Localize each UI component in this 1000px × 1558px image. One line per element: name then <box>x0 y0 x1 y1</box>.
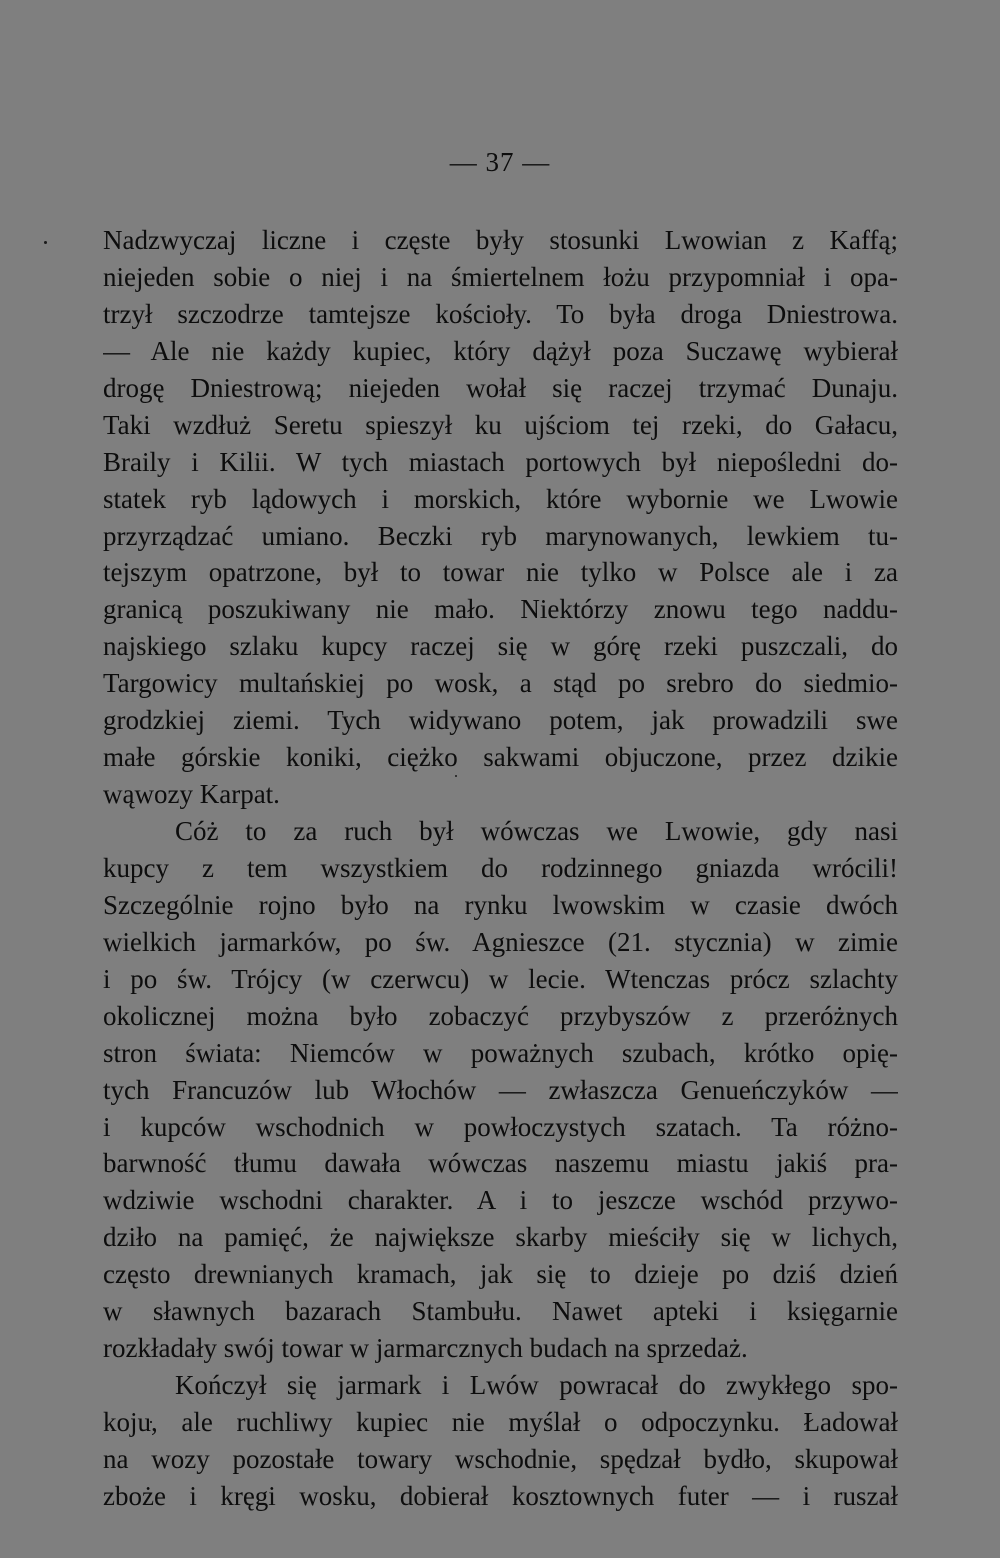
text-line: Taki wzdłuż Seretu spieszył ku ujściom tej rzeki, do Gałacu, <box>103 409 898 440</box>
text-line: kupcy z tem wszystkiem do rodzinnego gniazda wrócili! <box>103 852 898 883</box>
text-line: barwność tłumu dawała wówczas naszemu miastu jakiś pra- <box>103 1148 898 1179</box>
text-line: najskiego szlaku kupcy raczej się w górę rzeki puszczali, do <box>103 631 898 662</box>
text-line: przyrządzać umiano. Beczki ryb marynowanych, lewkiem tu- <box>103 520 898 551</box>
text-line: w sławnych bazarach Stambułu. Nawet apteki i księgarnie <box>103 1296 898 1327</box>
text-line: i po św. Trójcy (w czerwcu) w lecie. Wtenczas prócz szlachty <box>103 963 898 994</box>
text-line: granicą poszukiwany nie mało. Niektórzy znowu tego naddu- <box>103 594 898 625</box>
text-line: i kupców wschodnich w powłoczystych szatach. Ta różno- <box>103 1111 898 1142</box>
text-line: Szczególnie rojno było na rynku lwowskim w czasie dwóch <box>103 889 898 920</box>
text-line: niejeden sobie o niej i na śmiertelnem łożu przypomniał i opa- <box>103 261 898 292</box>
text-line: wielkich jarmarków, po św. Agnieszce (21. stycznia) w zimie <box>103 926 898 957</box>
page-number: — 37 — <box>449 147 551 177</box>
text-line: grodzkiej ziemi. Tych widywano potem, jak prowadzili swe <box>103 705 898 736</box>
text-line: na wozy pozostałe towary wschodnie, spędzał bydło, skupował <box>103 1443 898 1474</box>
text-line: Brailу i Kilii. W tych miastach portowych był niepośledni do- <box>103 446 898 477</box>
text-line: Kończył się jarmark i Lwów powracał do zwykłego spo- <box>175 1370 898 1401</box>
text-line: — Ale nie każdy kupiec, który dążył poza Suczawę wybierał <box>103 335 898 366</box>
text-line: tych Francuzów lub Włochów — zwłaszcza Genueńczyków — <box>103 1074 898 1105</box>
text-line: małe górskie koniki, ciężko sakwami objuczone, przez dzikie <box>103 742 898 773</box>
text-line: okolicznej można było zobaczyć przybyszów z przeróżnych <box>103 1000 898 1031</box>
text-line: drogę Dniestrową; niejeden wołał się raczej trzymać Dunaju. <box>103 372 898 403</box>
text-line: wdziwie wschodni charakter. A i to jeszcze wschód przywo- <box>103 1185 898 1216</box>
text-line: tejszym opatrzone, był to towar nie tylko w Polsce ale i za <box>103 557 898 588</box>
text-line: zboże i kręgi wosku, dobierał kosztownych futer — i ruszał <box>103 1480 898 1511</box>
text-line: Nadzwyczaj liczne i częste były stosunki Lwowian z Kaffą; <box>103 225 898 255</box>
text-line: trzył szczodrze tamtejsze kościoły. To była droga Dniestrowa. <box>103 298 898 329</box>
text-line: często drewnianych kramach, jak się to dzieje po dziś dzień <box>103 1259 898 1290</box>
text-line: statek ryb lądowych i morskich, które wybornie we Lwowie <box>103 483 898 514</box>
text-line: kojuּ, ale ruchliwy kupiec nie myślał o odpoczynku. Ładował <box>103 1407 898 1437</box>
scan-speck <box>44 241 47 244</box>
text-line: Targowicy multańskiej po wosk, a stąd po srebro do siedmio- <box>103 668 898 699</box>
text-line: wąwozy Karpat. <box>103 779 280 810</box>
text-line: stron świata: Niemców w poważnych szubach, krótko opię- <box>103 1037 898 1068</box>
text-line: dziło na pamięć, że największe skarby mieściły się w lichych, <box>103 1222 898 1253</box>
text-line: Cóż to za ruch był wówczas we Lwowie, gdy nasi <box>175 816 898 846</box>
text-line: rozkładały swój towar w jarmarcznych budach na sprzedaż. <box>103 1333 748 1364</box>
body-text <box>103 222 898 1515</box>
